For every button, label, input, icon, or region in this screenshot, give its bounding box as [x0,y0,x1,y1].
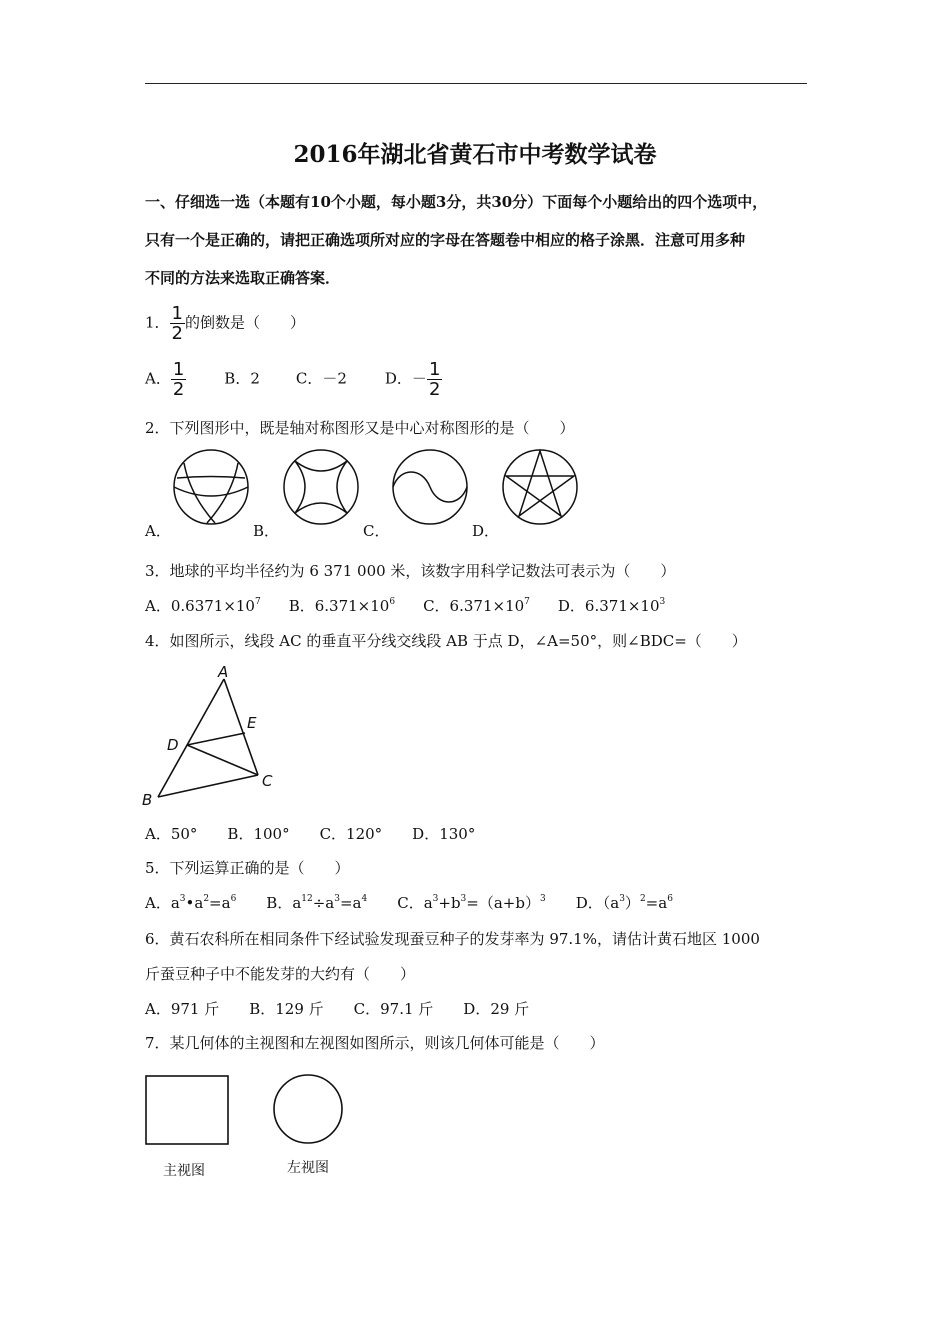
front-view-label: 主视图 [163,1163,205,1179]
fraction: $\frac{1}{2}$ [428,359,441,400]
question-6-options: A．971 斤 B．129 斤 C．97.1 斤 D．29 斤 [145,1000,530,1018]
figure-label-b: B． [253,522,280,540]
point-label-c: C [262,772,273,790]
fraction: $\frac{1}{2}$ [171,303,183,344]
option-d: D．$(a^3)^2=a^6$ [575,894,673,912]
option-b: B．2 [224,369,260,388]
question-4-stem: 4．如图所示，线段 AC 的垂直平分线交线段 AB 于点 D，∠A=50°，则∠BDC=（ ） [145,632,747,650]
front-view-rectangle [146,1076,228,1144]
page-title: 2016年湖北省黄石市中考数学试卷 [293,141,657,168]
point-label-a: A [218,663,229,681]
figure-a-three-arcs [174,450,248,524]
question-5-stem: 5．下列运算正确的是（ ） [145,859,350,877]
question-1-options [145,360,442,399]
option-a: A． [145,369,171,388]
figure-label-a: A． [145,522,171,540]
figure-label-c: C． [363,522,390,540]
question-2-stem: 2．下列图形中，既是轴对称图形又是中心对称图形的是（ ） [145,419,575,437]
left-view-label: 左视图 [287,1160,329,1176]
instruction-line: 只有一个是正确的，请把正确选项所对应的字母在答题卷中相应的格子涂黑．注意可用多种 [145,231,746,249]
question-5-options [145,892,673,913]
option-a: A．$a^3•a^2=a^6$ [145,894,237,912]
option-c: C．－2 [295,369,347,388]
option-a: A．0.6371×10 [145,597,255,615]
option-c: C．$a^3+b^3=(a+b)^3$ [397,894,546,912]
figure-c-s-curve [393,450,467,524]
question-number: 1． [145,313,170,332]
question-6-stem-line1: 6．黄石农科所在相同条件下经试验发现蚕豆种子的发芽率为 97.1%，请估计黄石地区 1000 [145,930,760,948]
fraction: $\frac{1}{2}$ [172,359,185,400]
question-7-views-figure [140,1068,360,1158]
segment-bc [158,775,258,797]
question-stem: 的倒数是（ ） [185,313,306,332]
point-label-d: D [167,736,179,754]
question-4-triangle-figure [138,660,288,810]
segment-dc [187,745,258,775]
instruction-line: 不同的方法来选取正确答案． [145,269,341,287]
figure-b-curved-square [284,450,358,524]
question-7-stem: 7．某几何体的主视图和左视图如图所示，则该几何体可能是（ ） [145,1034,605,1052]
figure-d-pentagram [503,450,577,524]
option-b: B．$a^{12}\div a^3=a^4$ [266,894,368,912]
point-label-b: B [142,791,153,809]
question-4-options: A．50° B．100° C．120° D．130° [145,825,476,843]
question-6-stem-line2: 斤蚕豆种子中不能发芽的大约有（ ） [145,965,416,983]
question-3-stem: 3．地球的平均半径约为 6 371 000 米，该数字用科学记数法可表示为（ ） [145,562,676,580]
option-d: D．6.371×10 [557,597,660,615]
option-b: B．6.371×10 [288,597,390,615]
question-3-options: A．$0.6371\times 10^7$ B．$6.371\times 10^6$ C．$6.371\times 10^7$ D．$6.371\times 10^3$ [145,597,666,615]
instruction-line: 一、仔细选一选（本题有10个小题，每小题3分，共30分）下面每个小题给出的四个选项中， [145,193,768,211]
option-d: D．－ [384,369,427,388]
point-label-e: E [247,714,257,732]
segment-de [187,733,245,745]
option-c: C．6.371×10 [423,597,525,615]
question-1 [145,304,305,343]
figure-label-d: D． [472,522,500,540]
left-view-circle [274,1075,342,1143]
header-rule [145,83,807,84]
